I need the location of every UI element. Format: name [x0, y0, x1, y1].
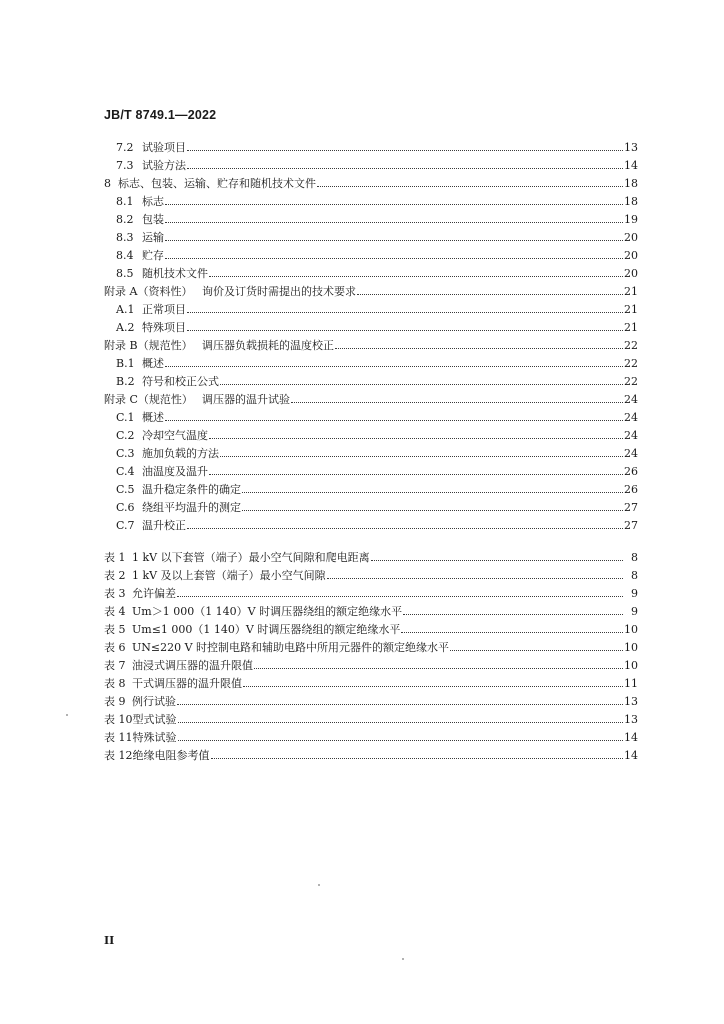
table-list-leader-dots — [178, 731, 624, 741]
table-list-number: 表 5 — [104, 623, 126, 636]
toc-page-number: 24 — [624, 393, 638, 406]
toc-number: C.2 — [116, 429, 135, 442]
toc-leader-dots — [357, 285, 623, 295]
table-list-page-number: 9 — [631, 587, 638, 600]
toc-leader-dots — [209, 465, 623, 475]
toc-page-number: 18 — [624, 177, 638, 190]
table-list-title: 允许偏差 — [132, 587, 176, 600]
table-list-row — [104, 658, 638, 674]
toc-number: 7.2 — [116, 141, 134, 154]
table-list-row — [104, 712, 638, 728]
toc-number: C.1 — [116, 411, 135, 424]
scan-speck — [66, 714, 68, 716]
toc-leader-dots — [165, 249, 623, 259]
table-list-number: 表 11 — [104, 731, 133, 744]
table-list-leader-dots — [211, 749, 624, 759]
toc-leader-dots — [220, 447, 623, 457]
toc-leader-dots — [165, 231, 623, 241]
toc-row — [116, 194, 638, 210]
toc-title: 调压器负载损耗的温度校正 — [202, 339, 334, 352]
toc-row — [116, 158, 638, 174]
toc-title: 特殊项目 — [142, 321, 186, 334]
table-list-row — [104, 586, 638, 602]
toc-number: 8.3 — [116, 231, 134, 244]
page-number: II — [104, 934, 115, 947]
toc-number: C.4 — [116, 465, 135, 478]
toc-page-number: 20 — [624, 231, 638, 244]
toc-leader-dots — [165, 411, 623, 421]
toc-number: 8.5 — [116, 267, 134, 280]
toc-row — [104, 176, 638, 192]
toc-number: 附录 B（规范性） — [104, 339, 193, 352]
toc-number: C.7 — [116, 519, 135, 532]
toc-page-number: 21 — [624, 303, 638, 316]
table-list-title: 1 kV 以下套管（端子）最小空气间隙和爬电距离 — [132, 551, 370, 564]
toc-leader-dots — [165, 213, 623, 223]
toc-leader-dots — [187, 159, 623, 169]
toc-number: A.1 — [116, 303, 135, 316]
table-list-leader-dots — [450, 641, 623, 651]
toc-title: 标志、包装、运输、贮存和随机技术文件 — [118, 177, 316, 190]
table-list-leader-dots — [178, 713, 624, 723]
toc-row — [116, 230, 638, 246]
table-list-number: 表 3 — [104, 587, 126, 600]
table-list-page-number: 9 — [631, 605, 638, 618]
toc-row — [116, 140, 638, 156]
toc-title: 油温度及温升 — [142, 465, 208, 478]
toc-row — [116, 248, 638, 264]
toc-page-number: 22 — [624, 339, 638, 352]
toc-number: 8.1 — [116, 195, 134, 208]
toc-row — [104, 338, 638, 354]
toc-row — [116, 302, 638, 318]
table-list-row — [104, 640, 638, 656]
toc-row — [116, 464, 638, 480]
toc-page-number: 22 — [624, 375, 638, 388]
table-list-leader-dots — [371, 551, 623, 561]
toc-page-number: 26 — [624, 483, 638, 496]
scan-speck — [402, 958, 404, 960]
toc-leader-dots — [187, 141, 623, 151]
toc-leader-dots — [209, 429, 623, 439]
toc-title: 绕组平均温升的测定 — [142, 501, 241, 514]
toc-row — [116, 518, 638, 534]
toc-page-number: 26 — [624, 465, 638, 478]
toc-leader-dots — [187, 519, 623, 529]
table-list-page-number: 8 — [631, 551, 638, 564]
toc-page-number: 19 — [624, 213, 638, 226]
toc-row — [116, 356, 638, 372]
toc-leader-dots — [187, 303, 623, 313]
toc-title: 标志 — [142, 195, 164, 208]
toc-page-number: 27 — [624, 501, 638, 514]
table-list-row — [104, 622, 638, 638]
toc-number: 附录 A（资料性） — [104, 285, 193, 298]
toc-page-number: 21 — [624, 321, 638, 334]
toc-title: 温升稳定条件的确定 — [142, 483, 241, 496]
table-list-title: Um≤1 000（1 140）V 时调压器绕组的额定绝缘水平 — [132, 623, 401, 636]
table-list-number: 表 2 — [104, 569, 126, 582]
toc-page-number: 20 — [624, 249, 638, 262]
table-list-number: 表 7 — [104, 659, 126, 672]
table-list-row — [104, 550, 638, 566]
toc-number: B.1 — [116, 357, 135, 370]
toc-row — [104, 284, 638, 300]
toc-title: 冷却空气温度 — [142, 429, 208, 442]
toc-title: 概述 — [142, 411, 164, 424]
toc-number: C.6 — [116, 501, 135, 514]
toc-title: 试验项目 — [142, 141, 186, 154]
toc-title: 运输 — [142, 231, 164, 244]
table-list-page-number: 11 — [624, 677, 638, 690]
table-list-title: 1 kV 及以上套管（端子）最小空气间隙 — [132, 569, 326, 582]
table-list-row — [104, 748, 638, 764]
toc-title: 包装 — [142, 213, 164, 226]
table-list-leader-dots — [401, 623, 623, 633]
toc-number: C.3 — [116, 447, 135, 460]
toc-leader-dots — [335, 339, 623, 349]
table-list-page-number: 13 — [624, 713, 638, 726]
toc-row — [116, 428, 638, 444]
toc-number: 8.2 — [116, 213, 134, 226]
toc-title: 贮存 — [142, 249, 164, 262]
toc-leader-dots — [317, 177, 623, 187]
toc-row — [116, 500, 638, 516]
toc-title: 概述 — [142, 357, 164, 370]
table-list-page-number: 10 — [624, 623, 638, 636]
toc-number: B.2 — [116, 375, 135, 388]
toc-title: 符号和校正公式 — [142, 375, 219, 388]
toc-page-number: 24 — [624, 447, 638, 460]
toc-title: 施加负载的方法 — [142, 447, 219, 460]
toc-title: 正常项目 — [142, 303, 186, 316]
table-list-row — [104, 694, 638, 710]
table-list-leader-dots — [403, 605, 623, 615]
toc-row — [116, 374, 638, 390]
toc-title: 调压器的温升试验 — [202, 393, 290, 406]
table-list-page-number: 13 — [624, 695, 638, 708]
table-list-page-number: 10 — [624, 659, 638, 672]
toc-page-number: 14 — [624, 159, 638, 172]
table-list-title: 特殊试验 — [132, 731, 177, 744]
toc-page-number: 22 — [624, 357, 638, 370]
toc-page-number: 21 — [624, 285, 638, 298]
table-list-number: 表 12 — [104, 749, 133, 762]
toc-leader-dots — [165, 357, 623, 367]
table-list-number: 表 8 — [104, 677, 126, 690]
table-list-leader-dots — [254, 659, 623, 669]
toc-leader-dots — [242, 501, 623, 511]
toc-row — [116, 266, 638, 282]
toc-leader-dots — [209, 267, 623, 277]
toc-page-number: 18 — [624, 195, 638, 208]
table-list-title: Um＞1 000（1 140）V 时调压器绕组的额定绝缘水平 — [132, 605, 403, 618]
toc-page-number: 24 — [624, 429, 638, 442]
table-list-row — [104, 730, 638, 746]
toc-number: A.2 — [116, 321, 135, 334]
toc-leader-dots — [187, 321, 623, 331]
table-list-number: 表 1 — [104, 551, 126, 564]
table-list-row — [104, 676, 638, 692]
toc-leader-dots — [242, 483, 623, 493]
toc-title: 询价及订货时需提出的技术要求 — [202, 285, 356, 298]
table-list-title: 型式试验 — [132, 713, 177, 726]
toc-number: 附录 C（规范性） — [104, 393, 193, 406]
toc-page-number: 27 — [624, 519, 638, 532]
table-list-row — [104, 604, 638, 620]
toc-row — [116, 482, 638, 498]
toc-leader-dots — [220, 375, 623, 385]
table-list-leader-dots — [177, 587, 623, 597]
toc-row — [116, 320, 638, 336]
toc-row — [116, 410, 638, 426]
table-list-number: 表 9 — [104, 695, 126, 708]
table-list-title: 例行试验 — [132, 695, 176, 708]
toc-title: 温升校正 — [142, 519, 186, 532]
table-list-number: 表 10 — [104, 713, 133, 726]
toc-row — [116, 212, 638, 228]
table-list-page-number: 14 — [624, 731, 638, 744]
table-list-number: 表 4 — [104, 605, 126, 618]
table-list-page-number: 8 — [631, 569, 638, 582]
toc-title: 随机技术文件 — [142, 267, 208, 280]
toc-row — [116, 446, 638, 462]
document-code-header: JB/T 8749.1—2022 — [104, 108, 217, 122]
toc-page-number: 13 — [624, 141, 638, 154]
toc-title: 试验方法 — [142, 159, 186, 172]
table-list-page-number: 10 — [624, 641, 638, 654]
table-list-leader-dots — [327, 569, 623, 579]
table-list-page-number: 14 — [624, 749, 638, 762]
toc-number: 7.3 — [116, 159, 134, 172]
toc-leader-dots — [165, 195, 623, 205]
toc-number: C.5 — [116, 483, 135, 496]
toc-page-number: 20 — [624, 267, 638, 280]
table-list-title: 绝缘电阻参考值 — [132, 749, 210, 762]
table-list-title: UN≤220 V 时控制电路和辅助电路中所用元器件的额定绝缘水平 — [132, 641, 450, 654]
table-list-leader-dots — [243, 677, 623, 687]
table-list-row — [104, 568, 638, 584]
toc-leader-dots — [291, 393, 623, 403]
toc-number: 8 — [104, 177, 111, 190]
table-list-title: 干式调压器的温升限值 — [132, 677, 242, 690]
table-list-leader-dots — [177, 695, 623, 705]
scan-speck — [318, 884, 320, 886]
table-list-title: 油浸式调压器的温升限值 — [132, 659, 253, 672]
table-list-number: 表 6 — [104, 641, 126, 654]
toc-row — [104, 392, 638, 408]
toc-number: 8.4 — [116, 249, 134, 262]
toc-page-number: 24 — [624, 411, 638, 424]
